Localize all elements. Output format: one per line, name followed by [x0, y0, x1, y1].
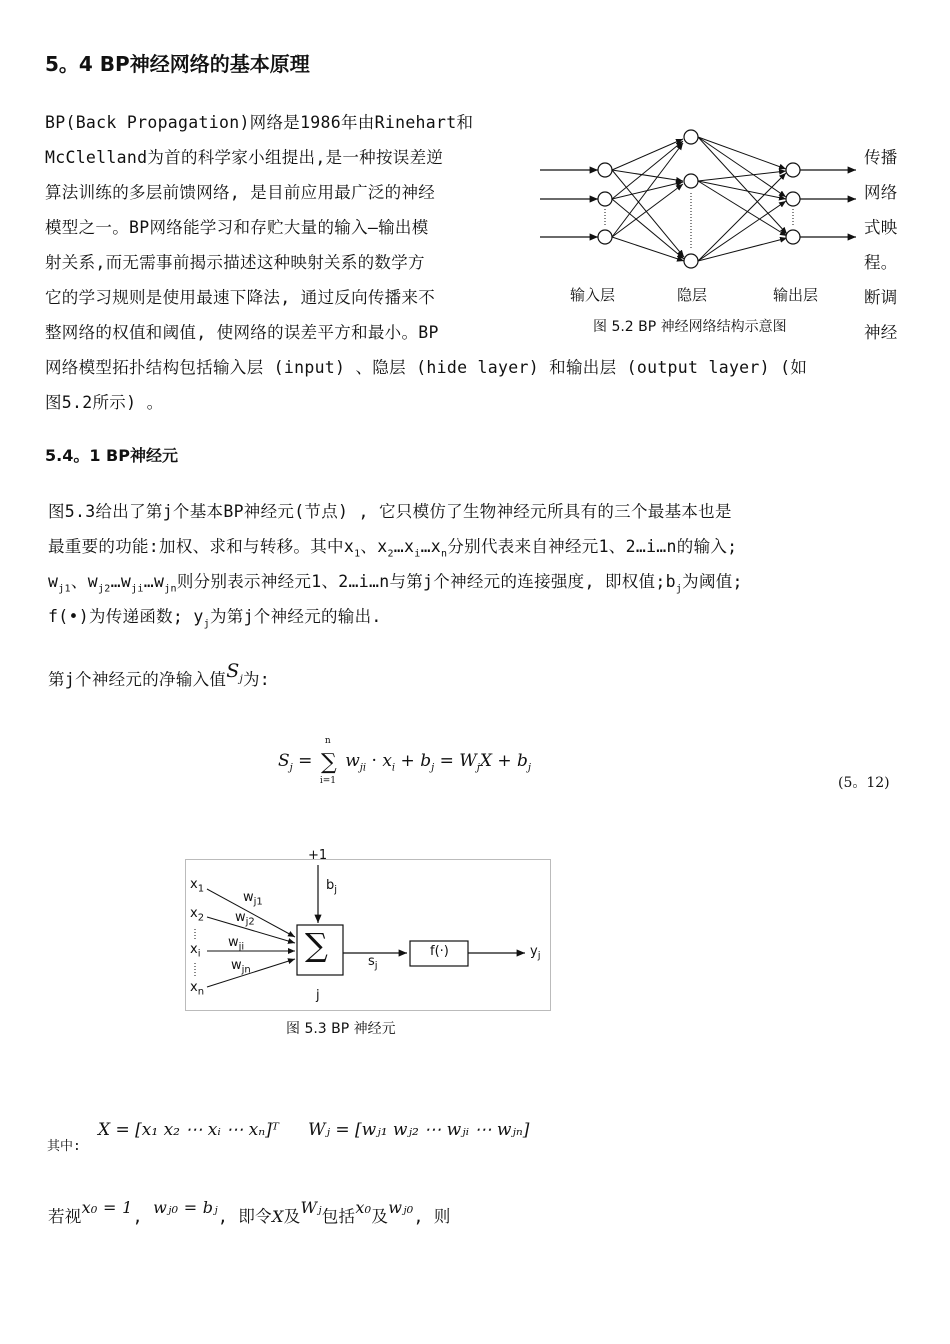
fig53-transfer-function: f(·)	[430, 944, 449, 959]
side-text-3: 式映	[864, 218, 898, 237]
section-title: 5。4 BP神经网络的基本原理	[45, 52, 310, 76]
subsection-title: 5.4。1 BP神经元	[45, 446, 178, 465]
label-output-layer: 输出层	[773, 286, 819, 304]
intro-line-3: 算法训练的多层前馈网络, 是目前应用最广泛的神经	[45, 183, 436, 202]
hidden-node	[684, 130, 698, 144]
intro-line-6: 它的学习规则是使用最速下降法, 通过反向传播来不	[45, 288, 436, 307]
bp-network-diagram	[540, 125, 858, 275]
intro-line-1: BP(Back Propagation)网络是1986年由Rinehart和	[45, 113, 474, 132]
defs-prefix: 其中:	[47, 1139, 81, 1154]
output-node	[786, 192, 800, 206]
fig53-input-x1: $x_1$	[190, 877, 205, 895]
fig53-weight-wji: $w_{ji}$	[228, 935, 245, 953]
fig53-input-xi: $x_i$	[190, 942, 201, 960]
side-text-6: 神经	[864, 323, 898, 342]
para2-line-1: 图5.3给出了第j个基本BP神经元(节点) , 它只模仿了生物神经元所具有的三个最基本也是	[48, 502, 732, 521]
label-input-layer: 输入层	[570, 286, 616, 304]
para2-line-3: $w_{j1}$、$w_{j2}\dots w_{ji}\dots w_{jn}$则分别表示神经元1、2…i…n与第j个神经元的连接强度, 即权值$;b_j$为阈值;	[48, 572, 743, 595]
input-hidden-links	[612, 139, 684, 261]
fig53-input-xn: $x_n$	[190, 980, 205, 998]
net-input-line: 第j个神经元的净输入值$S_j$为:	[48, 660, 271, 689]
equation-number: (5。12)	[838, 775, 890, 791]
fig53-node-label: j	[316, 988, 320, 1003]
fig53-top-input: +1	[308, 848, 328, 863]
output-node	[786, 163, 800, 177]
intro-line-7: 整网络的权值和阈值, 使网络的误差平方和最小。BP	[45, 323, 439, 342]
fig52-caption: 图 5.2 BP 神经网络结构示意图	[593, 319, 787, 335]
sum-sign: ∑ n i=1	[319, 736, 337, 786]
side-text-4: 程。	[864, 253, 898, 272]
defs-X: X = [x₁ x₂ ⋯ xᵢ ⋯ xₙ]ᵀ	[98, 1120, 279, 1140]
fig53-sum-output: $s_j$	[368, 954, 378, 972]
equation-5-12: $S_j$ = ∑ n i=1 $w_{ji} \cdot x_i + b_j = W_jX + b_j$	[278, 736, 532, 786]
fig53-output: $y_j$	[530, 944, 541, 962]
output-node	[786, 230, 800, 244]
label-hidden-layer: 隐层	[677, 286, 708, 304]
input-node	[598, 192, 612, 206]
last-line: 若视x₀ = 1, wⱼ₀ = bⱼ, 即令X及Wⱼ包括x₀及wⱼ₀, 则	[48, 1198, 451, 1226]
input-node	[598, 230, 612, 244]
hidden-output-links	[698, 137, 787, 261]
side-text-2: 网络	[864, 183, 898, 202]
intro-line-9: 图5.2所示) 。	[45, 393, 164, 412]
side-text-5: 断调	[864, 288, 898, 307]
fig53-bias: $b_j$	[326, 878, 338, 896]
hidden-node	[684, 254, 698, 268]
fig53-weight-wj1: $w_{j1}$	[243, 890, 263, 908]
intro-line-4: 模型之一。BP网络能学习和存贮大量的输入—输出模	[45, 218, 429, 237]
input-node	[598, 163, 612, 177]
para2-line-2: 最重要的功能:加权、求和与转移。其中$x_1$、$x_2\dots x_i\dots x_n$分别代表来自神经元1、2…i…n的输入;	[48, 537, 738, 560]
fig53-input-x2: $x_2$	[190, 906, 205, 924]
intro-line-2: McClelland为首的科学家小组提出,是一种按误差逆	[45, 148, 444, 167]
fig53-weight-wj2: $w_{j2}$	[235, 910, 255, 928]
bp-neuron-diagram	[185, 845, 555, 1015]
intro-line-5: 射关系,而无需事前揭示描述这种映射关系的数学方	[45, 253, 425, 272]
defs-W: Wⱼ = [wⱼ₁ wⱼ₂ ⋯ wⱼᵢ ⋯ wⱼₙ]	[308, 1120, 530, 1140]
side-text-1: 传播	[864, 148, 898, 167]
fig53-caption: 图 5.3 BP 神经元	[286, 1021, 396, 1037]
fig53-sum-symbol: ∑	[305, 926, 328, 964]
para2-line-4: f(•)为传递函数; $y_j$为第j个神经元的输出.	[48, 607, 382, 630]
fig53-weight-wjn: $w_{jn}$	[231, 958, 251, 976]
hidden-node	[684, 174, 698, 188]
intro-line-8: 网络模型拓扑结构包括输入层 (input) 、隐层 (hide layer) 和输出层 (output layer) (如	[45, 358, 808, 377]
